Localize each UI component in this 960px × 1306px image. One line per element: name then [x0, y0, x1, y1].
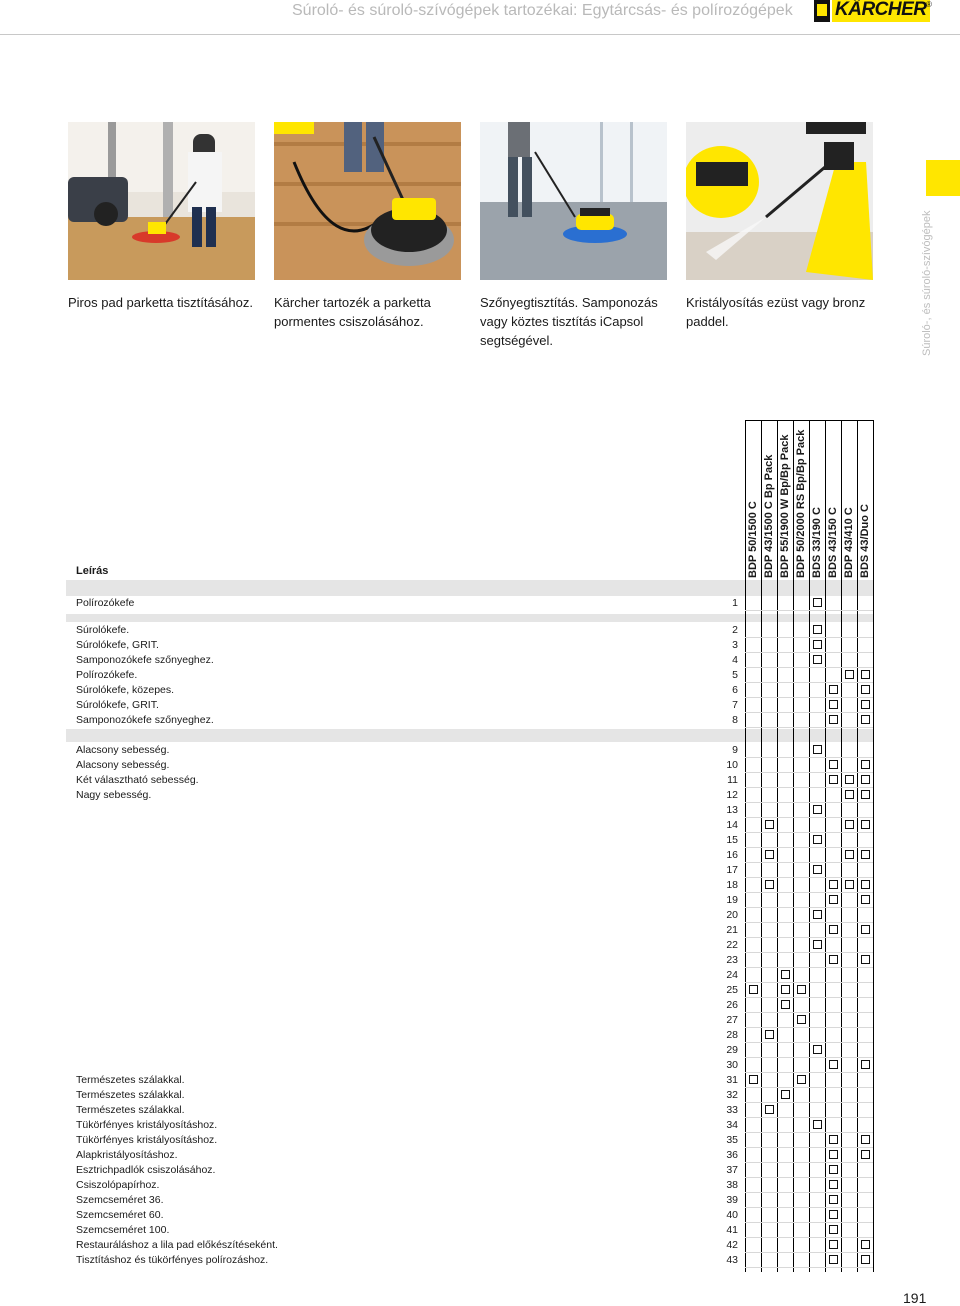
row-description: Súrolókefe, GRIT.: [76, 639, 159, 651]
row-rule: [745, 1057, 873, 1058]
compatibility-mark: [861, 760, 870, 769]
column-header: BDS 33/190 C: [811, 507, 823, 578]
compatibility-mark: [813, 1045, 822, 1054]
compatibility-mark: [829, 685, 838, 694]
row-description: Polírozókefe.: [76, 669, 138, 681]
row-description: Samponozókefe szőnyeghez.: [76, 714, 214, 726]
row-number: 4: [732, 654, 738, 666]
row-number: 8: [732, 714, 738, 726]
row-description: Csiszolópapírhoz.: [76, 1179, 160, 1191]
row-rule: [745, 877, 873, 878]
compatibility-mark: [765, 1105, 774, 1114]
compatibility-mark: [829, 1135, 838, 1144]
column-header: BDP 43/1500 C Bp Pack: [763, 454, 775, 578]
row-rule: [745, 727, 873, 728]
compatibility-mark: [829, 1150, 838, 1159]
compatibility-mark: [829, 1240, 838, 1249]
row-rule: [745, 1117, 873, 1118]
column-header: BDP 50/2000 RS Bp/Bp Pack: [795, 429, 807, 578]
row-description: Esztrichpadlók csiszolásához.: [76, 1164, 216, 1176]
compatibility-mark: [861, 1255, 870, 1264]
row-description: Természetes szálakkal.: [76, 1089, 185, 1101]
row-rule: [745, 1222, 873, 1223]
row-rule: [745, 1252, 873, 1253]
row-number: 10: [726, 759, 738, 771]
row-number: 22: [726, 939, 738, 951]
description-column-header: Leírás: [76, 565, 109, 577]
row-number: 14: [726, 819, 738, 831]
row-rule: [745, 1177, 873, 1178]
row-number: 25: [726, 984, 738, 996]
compatibility-mark: [829, 1210, 838, 1219]
photo-carpet-shampoo: [480, 122, 667, 280]
table-grid-line: [745, 420, 746, 1272]
row-number: 30: [726, 1059, 738, 1071]
compatibility-mark: [813, 640, 822, 649]
row-description: Természetes szálakkal.: [76, 1074, 185, 1086]
logo-wordmark: KÄRCHER: [832, 0, 930, 22]
row-description: Samponozókefe szőnyeghez.: [76, 654, 214, 666]
section-tab: [926, 160, 960, 196]
row-number: 33: [726, 1104, 738, 1116]
row-description: Tükörfényes kristályosításhoz.: [76, 1134, 218, 1146]
compatibility-mark: [861, 715, 870, 724]
row-number: 41: [726, 1224, 738, 1236]
row-description: Szemcseméret 60.: [76, 1209, 164, 1221]
row-rule: [745, 1087, 873, 1088]
row-description: Súrolókefe.: [76, 624, 130, 636]
logo-mark-icon: [814, 0, 830, 22]
row-description: Nagy sebesség.: [76, 789, 152, 801]
row-number: 5: [732, 669, 738, 681]
row-rule: [745, 1042, 873, 1043]
table-grid-line: [873, 420, 874, 1272]
compatibility-mark: [861, 775, 870, 784]
row-number: 26: [726, 999, 738, 1011]
compatibility-mark: [845, 775, 854, 784]
compatibility-mark: [861, 700, 870, 709]
row-number: 11: [727, 774, 738, 786]
row-rule: [745, 937, 873, 938]
row-rule: [745, 1162, 873, 1163]
row-rule: [745, 802, 873, 803]
row-rule: [745, 682, 873, 683]
row-rule: [745, 922, 873, 923]
row-number: 38: [726, 1179, 738, 1191]
row-description: Alapkristályosításhoz.: [76, 1149, 178, 1161]
row-rule: [745, 697, 873, 698]
table-grid-line: [809, 420, 810, 1272]
compatibility-mark: [845, 820, 854, 829]
row-number: 2: [732, 624, 738, 636]
column-header: BDP 50/1500 C: [747, 501, 759, 578]
compatibility-mark: [861, 850, 870, 859]
compatibility-mark: [829, 925, 838, 934]
row-rule: [745, 832, 873, 833]
compatibility-mark: [861, 1135, 870, 1144]
compatibility-mark: [781, 1000, 790, 1009]
row-number: 6: [732, 684, 738, 696]
compatibility-mark: [829, 880, 838, 889]
row-number: 20: [726, 909, 738, 921]
row-rule: [745, 1072, 873, 1073]
compatibility-mark: [829, 1225, 838, 1234]
row-description: Természetes szálakkal.: [76, 1104, 185, 1116]
row-number: 29: [726, 1044, 738, 1056]
compatibility-mark: [861, 790, 870, 799]
compatibility-mark: [861, 1060, 870, 1069]
compatibility-mark: [749, 1075, 758, 1084]
row-description: Restauráláshoz a lila pad előkészítéseként.: [76, 1239, 278, 1251]
row-number: 23: [726, 954, 738, 966]
table-grid-line: [793, 420, 794, 1272]
compatibility-mark: [861, 895, 870, 904]
photo-crystallization: [686, 122, 873, 280]
header-rule: [0, 34, 960, 35]
compatibility-mark: [813, 835, 822, 844]
row-rule: [745, 1132, 873, 1133]
row-number: 36: [726, 1149, 738, 1161]
caption-4: Kristályosítás ezüst vagy bronz paddel.: [686, 295, 866, 329]
row-rule: [745, 982, 873, 983]
compatibility-mark: [829, 895, 838, 904]
compatibility-mark: [829, 1255, 838, 1264]
row-rule: [745, 1207, 873, 1208]
row-description: Súrolókefe, közepes.: [76, 684, 175, 696]
table-grid-line: [825, 420, 826, 1272]
compatibility-mark: [829, 700, 838, 709]
caption-3: Szőnyegtisztítás. Samponozás vagy köztes tisztítás iCapsol segtségével.: [480, 295, 658, 348]
row-description: Súrolókefe, GRIT.: [76, 699, 159, 711]
compatibility-mark: [765, 1030, 774, 1039]
photo-parquet-red-pad: [68, 122, 255, 280]
compatibility-mark: [845, 790, 854, 799]
row-description: Két választható sebesség.: [76, 774, 199, 786]
compatibility-mark: [829, 1195, 838, 1204]
row-description: Tisztításhoz és tükörfényes polírozáshoz.: [76, 1254, 269, 1266]
row-rule: [745, 667, 873, 668]
table-section-band: [66, 614, 873, 622]
row-rule: [745, 1237, 873, 1238]
caption-1: Piros pad parketta tisztításához.: [68, 295, 253, 310]
row-description: Polírozókefe: [76, 597, 135, 609]
column-header: BDP 43/410 C: [843, 507, 855, 578]
row-number: 39: [726, 1194, 738, 1206]
column-header: BDP 55/1900 W Bp/Bp Pack: [779, 434, 791, 578]
row-number: 35: [726, 1134, 738, 1146]
compatibility-mark: [829, 955, 838, 964]
row-rule: [745, 847, 873, 848]
compatibility-mark: [861, 1150, 870, 1159]
row-rule: [745, 757, 873, 758]
compatibility-mark: [813, 655, 822, 664]
compatibility-mark: [861, 880, 870, 889]
row-description: Szemcseméret 36.: [76, 1194, 164, 1206]
compatibility-mark: [813, 1120, 822, 1129]
compatibility-mark: [861, 925, 870, 934]
row-number: 18: [726, 879, 738, 891]
compatibility-mark: [829, 715, 838, 724]
compatibility-mark: [845, 850, 854, 859]
compatibility-mark: [861, 670, 870, 679]
table-grid-line: [857, 420, 858, 1272]
row-rule: [745, 652, 873, 653]
compatibility-mark: [813, 910, 822, 919]
row-number: 1: [732, 597, 738, 609]
compatibility-mark: [861, 955, 870, 964]
row-number: 15: [726, 834, 738, 846]
row-rule: [745, 892, 873, 893]
row-number: 17: [726, 864, 738, 876]
compatibility-mark: [797, 1075, 806, 1084]
compatibility-mark: [749, 985, 758, 994]
table-section-band: [66, 729, 873, 742]
row-number: 9: [732, 744, 738, 756]
compatibility-mark: [781, 970, 790, 979]
row-rule: [745, 967, 873, 968]
row-description: Alacsony sebesség.: [76, 759, 170, 771]
page-number: 191: [903, 1290, 927, 1306]
caption-2: Kärcher tartozék a parketta pormentes csiszolásához.: [274, 295, 431, 329]
compatibility-mark: [813, 745, 822, 754]
compatibility-mark: [813, 865, 822, 874]
row-rule: [745, 1147, 873, 1148]
row-rule: [745, 1267, 873, 1268]
page-header-title: Súroló- és súroló-szívógépek tartozékai: Egytárcsás- és polírozógépek: [292, 2, 793, 19]
compatibility-mark: [829, 1180, 838, 1189]
row-number: 40: [726, 1209, 738, 1221]
compatibility-mark: [797, 985, 806, 994]
compatibility-mark: [813, 625, 822, 634]
row-number: 3: [732, 639, 738, 651]
row-number: 27: [726, 1014, 738, 1026]
compatibility-mark: [765, 820, 774, 829]
row-number: 12: [726, 789, 738, 801]
row-rule: [745, 637, 873, 638]
row-number: 16: [726, 849, 738, 861]
table-section-band: [66, 580, 873, 596]
row-number: 28: [726, 1029, 738, 1041]
compatibility-mark: [765, 850, 774, 859]
compatibility-mark: [861, 1240, 870, 1249]
compatibility-mark: [829, 1165, 838, 1174]
row-number: 37: [726, 1164, 738, 1176]
row-rule: [745, 772, 873, 773]
row-rule: [745, 862, 873, 863]
row-rule: [745, 817, 873, 818]
compatibility-mark: [813, 598, 822, 607]
row-rule: [745, 1192, 873, 1193]
compatibility-mark: [829, 760, 838, 769]
compatibility-mark: [797, 1015, 806, 1024]
table-grid-line: [777, 420, 778, 1272]
row-number: 32: [726, 1089, 738, 1101]
row-number: 19: [726, 894, 738, 906]
row-rule: [745, 952, 873, 953]
compatibility-mark: [781, 985, 790, 994]
side-section-label: Súroló-, és súroló-szívógépek: [921, 210, 933, 356]
row-rule: [745, 610, 873, 611]
compatibility-mark: [829, 1060, 838, 1069]
compatibility-mark: [829, 775, 838, 784]
column-header: BDS 43/150 C: [827, 507, 839, 578]
compatibility-mark: [813, 940, 822, 949]
row-number: 42: [726, 1239, 738, 1251]
compatibility-mark: [861, 685, 870, 694]
compatibility-mark: [845, 880, 854, 889]
row-description: Tükörfényes kristályosításhoz.: [76, 1119, 218, 1131]
registered-mark: ®: [926, 0, 932, 9]
row-rule: [745, 1102, 873, 1103]
compatibility-mark: [781, 1090, 790, 1099]
row-number: 24: [726, 969, 738, 981]
row-number: 34: [726, 1119, 738, 1131]
row-description: Szemcseméret 100.: [76, 1224, 170, 1236]
compatibility-mark: [813, 805, 822, 814]
compatibility-mark: [765, 880, 774, 889]
row-number: 7: [732, 699, 738, 711]
table-grid-line: [761, 420, 762, 1272]
column-header: BDS 43/Duo C: [859, 504, 871, 578]
table-grid-line: [841, 420, 842, 1272]
row-rule: [745, 997, 873, 998]
karcher-logo: [814, 0, 932, 22]
compatibility-mark: [861, 820, 870, 829]
row-number: 13: [726, 804, 738, 816]
row-rule: [745, 907, 873, 908]
row-rule: [745, 787, 873, 788]
row-rule: [745, 1012, 873, 1013]
row-rule: [745, 712, 873, 713]
row-description: Alacsony sebesség.: [76, 744, 170, 756]
compatibility-mark: [845, 670, 854, 679]
row-number: 21: [726, 924, 738, 936]
photo-parquet-sanding: [274, 122, 461, 280]
row-number: 43: [726, 1254, 738, 1266]
row-number: 31: [726, 1074, 738, 1086]
row-rule: [745, 1027, 873, 1028]
